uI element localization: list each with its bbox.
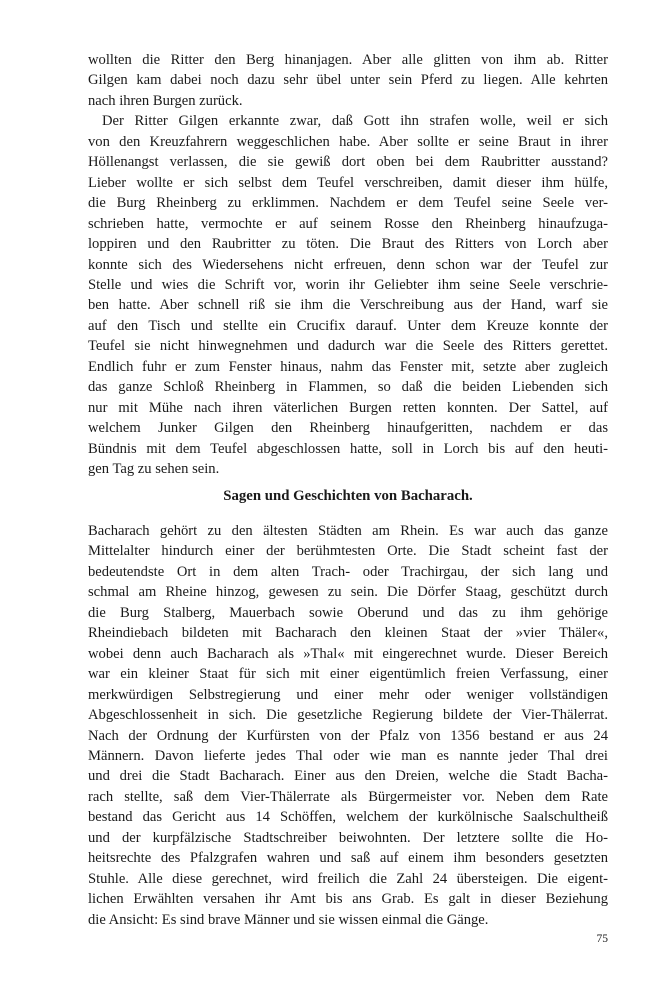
text-line: schmal am Rheine hinzog, gewesen zu sein. Die Dörfer Staag, geschützt durch	[88, 584, 608, 601]
text-line: Höllenangst verlassen, die sie gewiß dort oben bei dem Raubritter ausstand?	[88, 154, 608, 171]
text-line: Abgeschlossenheit in sich. Die gesetzliche Regierung bildete der Vier-Thälerrat.	[88, 707, 608, 724]
paragraph-1	[88, 50, 608, 111]
text-line: Nach der Ordnung der Kurfürsten von der Pfalz von 1356 bestand er aus 24	[88, 727, 608, 744]
text-line: welchem Junker Gilgen den Rheinberg hinaufgeritten, nachdem er das	[88, 420, 608, 437]
text-line: Stuhle. Alle diese gerechnet, wird freilich die Zahl 24 übersteigen. Die eigent-	[88, 870, 608, 887]
text-line: Bündnis mit dem Teufel abgeschlossen hatte, soll in Lorch bis auf den heuti-	[88, 440, 608, 457]
text-line: Der Ritter Gilgen erkannte zwar, daß Gott ihn strafen wolle, weil er sich	[102, 113, 608, 130]
text-line: und drei die Stadt Bacharach. Einer aus den Dreien, welche die Stadt Bacha-	[88, 768, 608, 785]
text-line: wollten die Ritter den Berg hinanjagen. Aber alle glitten von ihm ab. Ritter	[88, 52, 608, 68]
text-line: bestand das Gericht aus 14 Schöffen, welchem der kurkölnische Saalschultheiß	[88, 809, 608, 826]
paragraph-2	[88, 111, 608, 479]
text-line: war ein kleiner Staat für sich mit einer eigentümlich freien Verfassung, einer	[88, 666, 608, 683]
text-line: Bacharach gehört zu den ältesten Städten am Rhein. Es war auch das ganze	[88, 523, 608, 539]
text-line: von den Kreuzfahrern weggeschlichen habe. Aber sollte er seine Braut in ihrer	[88, 133, 608, 150]
text-line: auf den Tisch und stellte ein Crucifix darauf. Unter dem Kreuze konnte der	[88, 317, 608, 334]
text-line: rach stellte, saß dem Vier-Thälerrate als Bürgermeister vor. Neben dem Rate	[88, 788, 608, 805]
text-line: konnte sich des Wiedersehens nicht erfreuen, denn schon war der Teufel zur	[88, 256, 608, 273]
text-line: schrieben hatte, vermochte er auf seinem Rosse den Rheinberg hinaufzuga-	[88, 215, 608, 232]
text-line: Mittelalter hindurch einer der berühmtesten Orte. Die Stadt scheint fast der	[88, 543, 608, 560]
text-line: und der kurpfälzische Stadtschreiber beiwohnten. Der letztere sollte die Ho-	[88, 829, 608, 846]
text-line: Gilgen kam dabei noch dazu sehr übel unter sein Pferd zu liegen. Alle kehrten	[88, 72, 608, 89]
text-line: merkwürdigen Selbstregierung und einer mehr oder weniger vollständigen	[88, 686, 608, 703]
text-line: nur mit Mühe nach ihren väterlichen Burgen retten konnten. Der Sattel, auf	[88, 399, 608, 416]
text-line: heitsrechte des Pfalzgrafen wahren und saß auf einem ihm besonders gesetzten	[88, 850, 608, 867]
text-line: wobei denn auch Bacharach als »Thal« mit eingerechnet wurde. Dieser Bereich	[88, 645, 608, 662]
text-line: Stelle und wies die Schrift vor, worin ihr Geliebter ihm seine Seele verschrie-	[88, 276, 608, 293]
text-line: loppiren und den Raubritter zu töten. Die Braut des Ritters von Lorch aber	[88, 236, 608, 253]
text-line: Lieber wollte er sich selbst dem Teufel verschreiben, damit dieser ihm hülfe,	[88, 174, 608, 191]
story-text-bottom	[88, 521, 608, 930]
text-line: die Burg Stalberg, Mauerbach sowie Oberund und das zu ihm gehörige	[88, 604, 608, 621]
text-line: das ganze Schloß Rheinberg in Flammen, so daß die beiden Liebenden sich	[88, 379, 608, 396]
text-line: ben hatte. Aber schnell riß sie ihm die Verschreibung aus der Hand, warf sie	[88, 297, 608, 314]
text-line: Männern. Davon lieferte jedes Thal oder wie man es nannte jeder Thal drei	[88, 747, 608, 764]
text-line: Teufel sie nicht hinwegnehmen und dadurch war die Seele des Ritters gerettet.	[88, 338, 608, 355]
text-line: bedeutendste Ort in dem alten Trach- oder Trachirgau, der sich lang und	[88, 563, 608, 580]
text-line: gen Tag zu sehen sein.	[88, 461, 220, 478]
section-heading: Sagen und Geschichten von Bacharach.	[223, 488, 473, 504]
text-line: nach ihren Burgen zurück.	[88, 92, 243, 109]
story-text-top	[88, 50, 608, 480]
text-line: die Burg Rheinberg zu erklimmen. Nachdem er dem Teufel seine Seele ver-	[88, 195, 608, 212]
text-line: Endlich fuhr er zum Fenster hinaus, nahm das Fenster mit, setzte aber zugleich	[88, 358, 608, 375]
text-line: Rheindiebach bildeten mit Bacharach den kleinen Staat der »vier Thäler«,	[88, 625, 608, 642]
text-line: die Ansicht: Es sind brave Männer und sie wissen einmal die Gänge.	[88, 911, 489, 928]
page-number: 75	[596, 933, 608, 945]
paragraph-3	[88, 521, 608, 930]
text-line: lichen Erwählten versahen ihr Amt bis ans Grab. Es galt in dieser Beziehung	[88, 891, 608, 908]
